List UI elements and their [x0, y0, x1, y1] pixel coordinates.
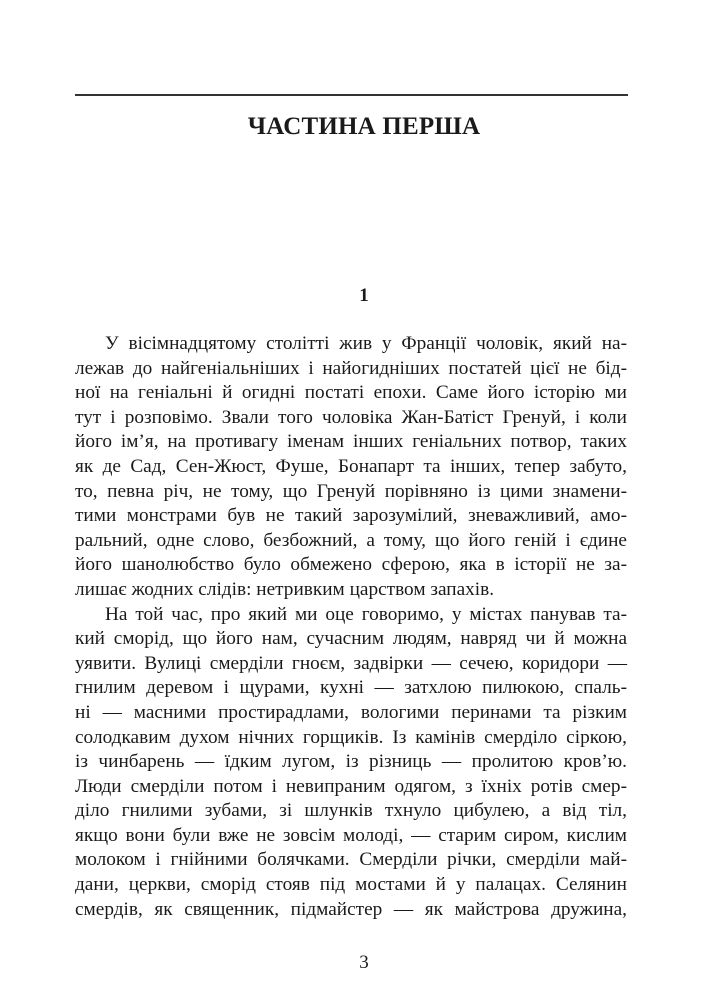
page-number: 3 [359, 952, 369, 973]
text-line: то, певна річ, не тому, що Гренуй порівняно із цими знамени- [75, 480, 627, 502]
text-line: лежав до найгеніальніших і найогидніших постатей цієї не бід- [75, 357, 627, 379]
text-line: його шанолюбство було обмежено сферою, яка в історії не за- [75, 554, 627, 576]
header-rule [75, 94, 628, 96]
text-line: якщо вони були вже не зовсім молоді, — старим сиром, кислим [75, 824, 627, 846]
body-text [75, 332, 627, 922]
part-title: ЧАСТИНА ПЕРША [247, 113, 481, 140]
text-line: лишає жодних слідів: нетривким царством запахів. [75, 578, 495, 600]
text-line: із чинбарень — їдким лугом, із різниць — пролитою кров’ю. [75, 751, 627, 773]
text-line: солодкавим духом нічних горщиків. Із камінів смерділо сіркою, [75, 726, 627, 748]
text-line: ральний, одне слово, безбожний, а тому, що його геній і єдине [75, 529, 627, 551]
chapter-number: 1 [359, 285, 369, 306]
text-line: тут і розповімо. Звали того чоловіка Жан-Батіст Гренуй, і коли [75, 406, 627, 428]
text-line: Люди смерділи потом і невипраним одягом, з їхніх ротів смер- [75, 775, 627, 797]
text-line: кий сморід, що його нам, сучасним людям, навряд чи й можна [75, 628, 627, 650]
text-line: ні — масними простирадлами, вологими перинами та різким [75, 701, 627, 723]
text-line: дани, церкви, сморід стояв під мостами й у палацах. Селянин [75, 874, 627, 896]
text-line: його ім’я, на противагу іменам інших геніальних потвор, таких [75, 431, 627, 453]
text-line: молоком і гнійними болячками. Смерділи річки, смерділи май- [75, 849, 627, 871]
text-line: гнилим деревом і щурами, кухні — затхлою пилюкою, спаль- [75, 677, 627, 699]
text-line: На той час, про який ми оце говоримо, у містах панував та- [105, 603, 627, 625]
text-line: уявити. Вулиці смерділи гноєм, задвірки — сечею, коридори — [75, 652, 627, 674]
text-line: смердів, як священник, підмайстер — як майстрова дружина, [75, 898, 627, 920]
text-line: тими монстрами був не такий зарозумілий, зневажливий, амо- [75, 505, 627, 527]
text-line: як де Сад, Сен-Жюст, Фуше, Бонапарт та інших, тепер забуто, [75, 455, 627, 477]
paragraph [75, 332, 627, 603]
paragraph [75, 603, 627, 923]
text-line: ної на геніальні й огидні постаті епохи. Саме його історію ми [75, 382, 627, 404]
text-line: У вісімнадцятому столітті жив у Франції чоловік, який на- [105, 333, 627, 354]
text-line: діло гнилими зубами, зі шлунків тхнуло цибулею, а від тіл, [75, 800, 627, 822]
